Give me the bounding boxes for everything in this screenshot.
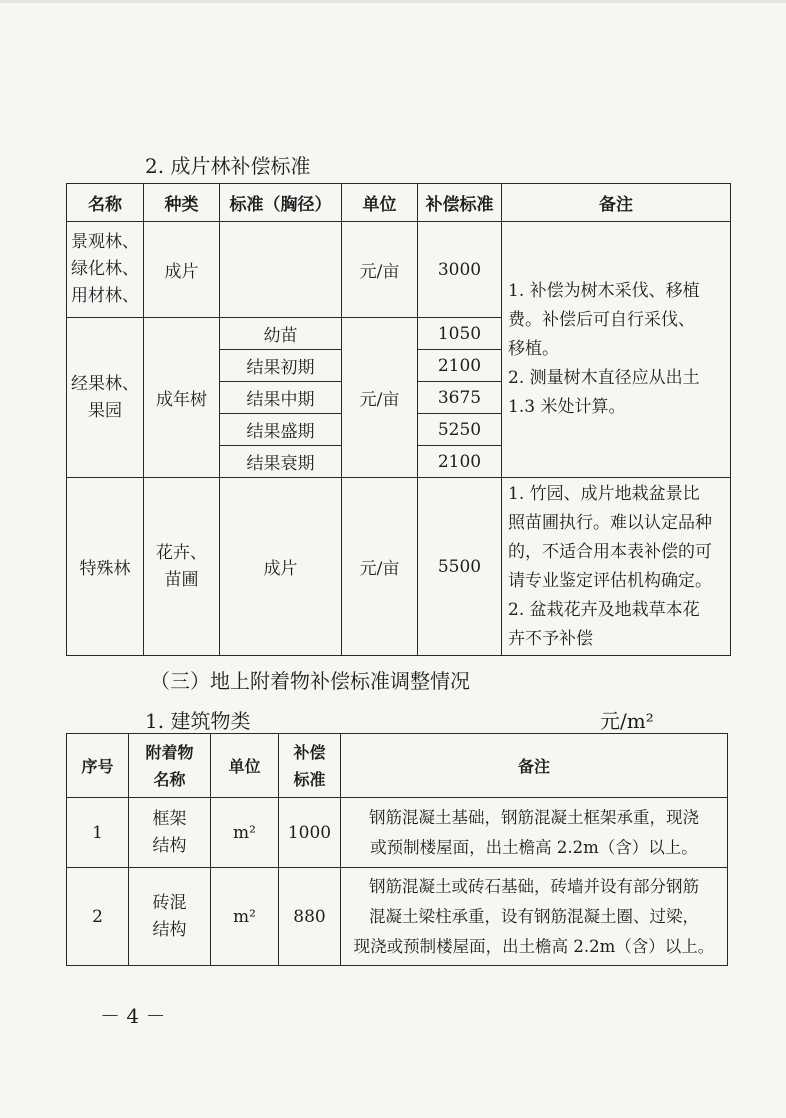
table-row	[67, 478, 731, 656]
building-compensation-table	[66, 733, 728, 966]
forest-standard-cell: 幼苗	[220, 318, 342, 350]
cell-line: 经果林、	[71, 373, 139, 394]
unit-label: 元/m²	[600, 709, 654, 733]
forest-kind-cell	[144, 478, 220, 656]
note-line: 1. 竹园、成片地栽盆景比	[508, 483, 700, 504]
cell-line: 苗圃	[164, 569, 199, 590]
forest-standard-cell	[220, 222, 342, 318]
cell-line: 绿化林、	[71, 259, 139, 279]
cell-line: 用材林、	[71, 286, 139, 306]
note-line: 请专业鉴定评估机构确定。	[508, 570, 712, 591]
value-cell: 3675	[418, 382, 502, 414]
cell-line: 果园	[88, 400, 122, 421]
table-row	[67, 868, 728, 966]
forest-name-cell	[67, 318, 144, 478]
col-header-unit: 单位	[211, 734, 279, 798]
value-cell: 5500	[418, 478, 502, 656]
section-heading-attachments: （三）地上附着物补偿标准调整情况	[150, 669, 470, 693]
section-heading-buildings: 1. 建筑物类	[145, 709, 251, 733]
cell-line: 结构	[152, 835, 187, 856]
forest-name-cell: 特殊林	[67, 478, 144, 656]
special-remarks-cell	[502, 478, 731, 656]
cell-line: 结构	[152, 919, 187, 940]
col-header-kind: 种类	[144, 184, 220, 222]
col-header-remarks: 备注	[341, 734, 728, 798]
unit-cell: 元/亩	[342, 222, 418, 318]
forest-standard-cell: 结果盛期	[220, 414, 342, 446]
col-header-standard	[279, 734, 341, 798]
forest-standard-cell: 结果衰期	[220, 446, 342, 478]
forest-compensation-table	[66, 183, 731, 656]
note-line: 移植。	[508, 339, 559, 359]
shared-remarks-cell	[502, 222, 731, 478]
col-header-index: 序号	[67, 734, 129, 798]
attachment-name-cell	[129, 868, 211, 966]
value-cell: 2100	[418, 446, 502, 478]
col-header-compensation: 补偿标准	[418, 184, 502, 222]
col-header-remarks: 备注	[502, 184, 731, 222]
unit-cell: 元/亩	[342, 478, 418, 656]
note-line: 钢筋混凝土或砖石基础，砖墙并设有部分钢筋	[369, 876, 699, 896]
note-line: 的，不适合用本表补偿的可	[508, 541, 712, 562]
cell-line: 景观林、	[71, 232, 139, 252]
forest-kind-cell: 成片	[144, 222, 220, 318]
section-heading-forest: 2. 成片林补偿标准	[145, 154, 311, 178]
col-header-standard: 标准（胸径）	[220, 184, 342, 222]
value-cell: 5250	[418, 414, 502, 446]
index-cell: 1	[67, 798, 129, 868]
col-header-unit: 单位	[342, 184, 418, 222]
cell-line: 名称	[153, 769, 186, 789]
index-cell: 2	[67, 868, 129, 966]
note-line: 混凝土梁柱承重，设有钢筋混凝土圈、过梁，	[369, 906, 699, 926]
unit-cell: m²	[211, 798, 279, 868]
note-line: 钢筋混凝土基础，钢筋混凝土框架承重，现浇	[369, 807, 699, 827]
page-top-edge	[0, 0, 786, 3]
value-cell: 1050	[418, 318, 502, 350]
note-line: 费。补偿后可自行采伐、	[508, 310, 695, 330]
value-cell: 2100	[418, 350, 502, 382]
col-header-name: 名称	[67, 184, 144, 222]
page-number: － 4 －	[100, 1004, 166, 1028]
cell-line: 框架	[152, 808, 187, 829]
value-cell: 3000	[418, 222, 502, 318]
forest-standard-cell: 结果中期	[220, 382, 342, 414]
note-line: 或预制楼屋面，出土檐高 2.2m（含）以上。	[370, 837, 698, 857]
cell-line: 补偿	[293, 742, 326, 762]
forest-standard-cell: 结果初期	[220, 350, 342, 382]
table-row	[67, 222, 731, 318]
table-header-row	[67, 734, 728, 798]
cell-line: 标准	[293, 769, 326, 789]
forest-name-cell	[67, 222, 144, 318]
cell-line: 花卉、	[156, 542, 207, 563]
table-header-row	[67, 184, 731, 222]
forest-kind-cell: 成年树	[144, 318, 220, 478]
table-row	[67, 798, 728, 868]
note-line: 照苗圃执行。难以认定品种	[508, 512, 712, 533]
attachment-name-cell	[129, 798, 211, 868]
note-line: 2. 盆栽花卉及地栽草本花	[508, 599, 700, 620]
unit-cell: m²	[211, 868, 279, 966]
cell-line: 砖混	[152, 892, 187, 913]
note-line: 现浇或预制楼屋面，出土檐高 2.2m（含）以上。	[353, 936, 715, 956]
forest-standard-cell: 成片	[220, 478, 342, 656]
note-line: 1.3 米处计算。	[508, 397, 626, 417]
cell-line: 附着物	[145, 742, 194, 762]
value-cell: 1000	[279, 798, 341, 868]
remarks-cell	[341, 798, 728, 868]
note-line: 1. 补偿为树木采伐、移植	[508, 281, 700, 301]
value-cell: 880	[279, 868, 341, 966]
note-line: 2. 测量树木直径应从出土	[508, 368, 700, 388]
col-header-attachment-name	[129, 734, 211, 798]
unit-cell: 元/亩	[342, 318, 418, 478]
remarks-cell	[341, 868, 728, 966]
note-line: 卉不予补偿	[508, 628, 593, 649]
